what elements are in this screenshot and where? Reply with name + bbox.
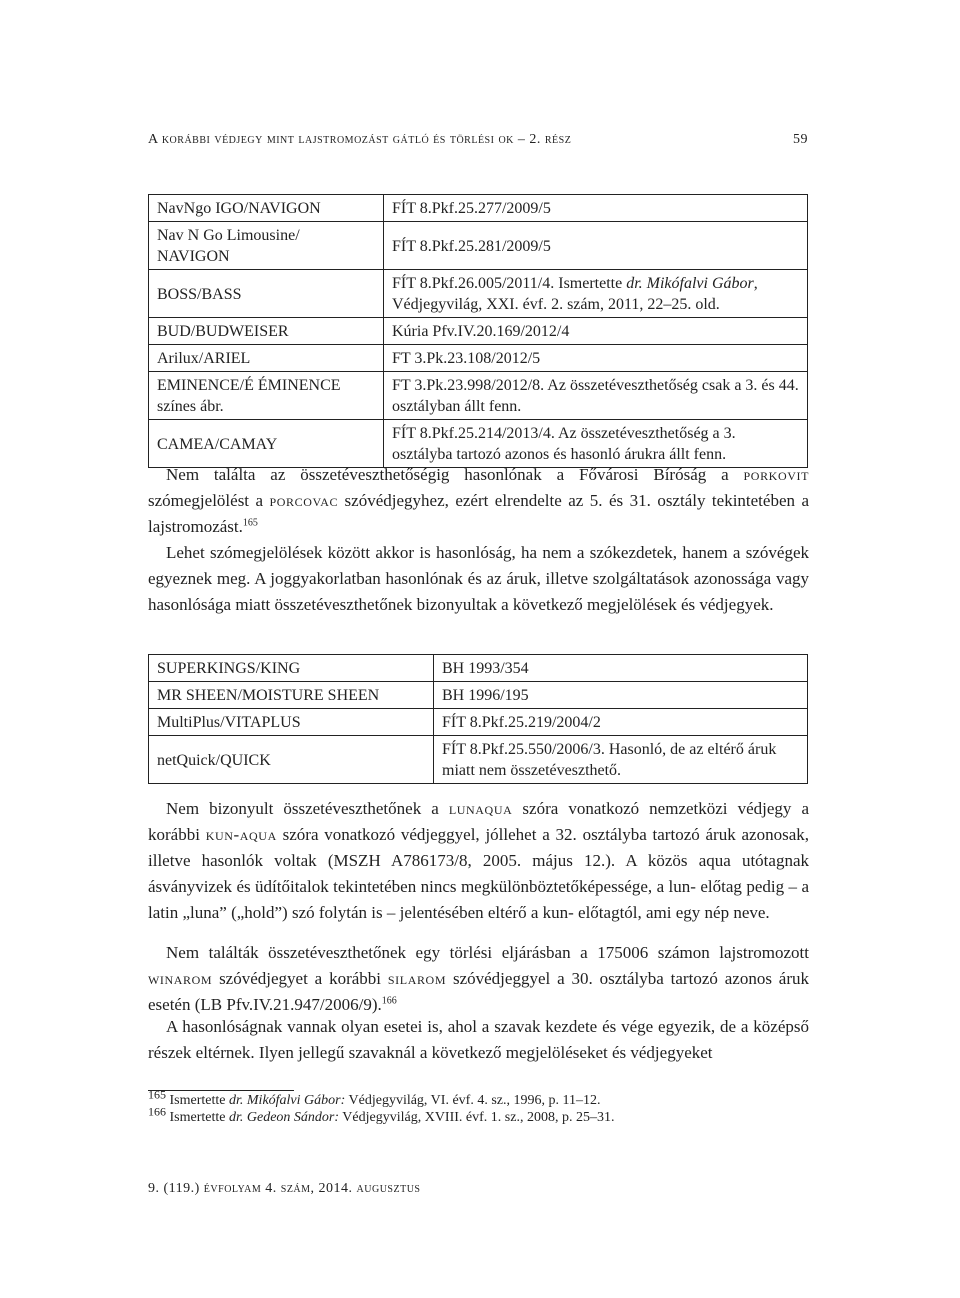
ref-cell: BH 1993/354: [434, 655, 808, 682]
footnote-number: 165: [148, 1087, 166, 1102]
ref-cell: FÍT 8.Pkf.25.550/2006/3. Hasonló, de az eltérő áruk miatt nem összetéveszthető.: [434, 736, 808, 784]
footnote-author: Gedeon Sándor:: [243, 1110, 340, 1125]
footnote-source: Védjegyvilág, XVIII. évf. 1. sz., 2008, p. 25–31.: [339, 1110, 615, 1125]
table-row: [149, 682, 808, 709]
para3-text-2: szóra vonatkozó nemzetközi védjegy a korábbi: [148, 799, 809, 844]
paragraph-4: [148, 940, 809, 1018]
ref-cell: FÍT 8.Pkf.25.281/2009/5: [384, 222, 808, 270]
paragraph-2: Lehet szómegjelölések között akkor is hasonlóság, ha nem a szókezdetek, hanem a szóvégek egyeznek meg. A joggyakorlatban hasonlónak és az áruk, illetve szolgáltatások azonossága vagy hasonlósága miatt összetéveszthetőnek bizonyultak a következő megjelölések és védjegyek.: [148, 543, 809, 614]
ref-cell: FÍT 8.Pkf.25.214/2013/4. Az összetéveszthetőség a 3. osztályba tartozó azonos és hasonló árukra állt fenn.: [384, 420, 808, 468]
footnote-author: Mikófalvi Gábor:: [243, 1093, 346, 1108]
trademark-kun-aqua: kun-aqua: [205, 825, 277, 844]
table-row: [149, 709, 808, 736]
para1-text-2: szómegjelölést a: [148, 491, 270, 510]
trademark-silarom: silarom: [387, 969, 447, 988]
ref-dr: dr.: [626, 275, 643, 292]
page-number: 59: [793, 132, 808, 147]
mark-cell: MR SHEEN/MOISTURE SHEEN: [149, 682, 434, 709]
paragraph-5: A hasonlóságnak vannak olyan esetei is, ahol a szavak kezdete és vége egyezik, de a középső részek eltérnek. Ilyen jellegű szavaknál a következő megjelöléseket és védjegyeket: [148, 1017, 809, 1062]
footnote-ref-166[interactable]: 166: [381, 995, 397, 1007]
table-row: [149, 420, 808, 468]
ref-cell: BH 1996/195: [434, 682, 808, 709]
footnote-source: Védjegyvilág, VI. évf. 4. sz., 1996, p. 11–12.: [345, 1093, 601, 1108]
paragraph-3: [148, 796, 809, 926]
table-row: [149, 222, 808, 270]
mark-cell: BOSS/BASS: [149, 270, 384, 318]
table-row: [149, 345, 808, 372]
running-header: [148, 132, 808, 148]
trademark-winarom: winarom: [148, 969, 213, 988]
para4-text-2: szóvédjegyet a korábbi: [212, 969, 388, 988]
footnote-165: [148, 1087, 809, 1109]
trademark-lunaqua: lunaqua: [448, 799, 513, 818]
footnote-dr: dr.: [228, 1110, 244, 1125]
mark-cell: BUD/BUDWEISER: [149, 318, 384, 345]
mark-cell: [149, 372, 384, 420]
table-row: [149, 372, 808, 420]
trademark-table-2: [148, 654, 808, 784]
ref-cell: Kúria Pfv.IV.20.169/2012/4: [384, 318, 808, 345]
footnote-dr: dr.: [228, 1093, 244, 1108]
table-row: [149, 270, 808, 318]
para4-text-3: szóvédjeggyel a 30. osztályba tartozó azonos áruk esetén (LB Pfv.IV.21.947/2006/9).: [148, 969, 810, 1014]
table-row: [149, 736, 808, 784]
para3-text-3: szóra vonatkozó védjeggyel, jóllehet a 32. osztályba tartozó áruk azonosak, illetve hasonlók voltak (MSZH A786173/8, 2005. május 12.). A közös aqua utótagnak ásványvizek és üdítőitalok tekintetében nincs megkülönböztetőképessége, a lun- előtag pedig – a latin „luna” („hold”) szó folytán is – jelentésében eltérő a kun- előtagtól, ami egy nép neve.: [148, 825, 809, 922]
trademark-porkovit: porkovit: [743, 465, 809, 484]
running-header-title: A korábbi védjegy mint lajstromozást gátló és törlési ok – 2. rész: [148, 132, 572, 147]
ref-cell: FT 3.Pk.23.108/2012/5: [384, 345, 808, 372]
table-row: [149, 318, 808, 345]
trademark-table-1: [148, 194, 808, 468]
footnote-divider: [148, 1090, 294, 1091]
mark-cell: Arilux/ARIEL: [149, 345, 384, 372]
trademark-porcovac: porcovac: [269, 491, 339, 510]
footnote-text: Ismertette: [166, 1110, 229, 1125]
ref-text: FÍT 8.Pkf.26.005/2011/4. Ismertette: [392, 275, 627, 292]
running-footer: 9. (119.) évfolyam 4. szám, 2014. augusztus: [148, 1181, 421, 1196]
mark-text: EMINENCE/É ÉMINENCE: [157, 377, 341, 394]
mark-note: színes ábr.: [157, 398, 224, 415]
ref-author: Mikófalvi Gábor: [646, 275, 754, 292]
mark-cell: CAMEA/CAMAY: [149, 420, 384, 468]
mark-cell: NavNgo IGO/NAVIGON: [149, 195, 384, 222]
mark-cell: Nav N Go Limousine/ NAVIGON: [149, 222, 384, 270]
ref-cell: FÍT 8.Pkf.25.219/2004/2: [434, 709, 808, 736]
para3-text-1: Nem bizonyult összetéveszthetőnek a: [166, 799, 449, 818]
footnote-text: Ismertette: [166, 1093, 229, 1108]
para1-text-3: szóvédjegyhez, ezért elrendelte az 5. és 31. osztály tekintetében a lajstromozást.: [148, 491, 809, 536]
ref-text-2: , Védjegyvilág, XXI. évf. 2. szám, 2011, 22–25. old.: [392, 275, 758, 313]
ref-cell: FÍT 8.Pkf.25.277/2009/5: [384, 195, 808, 222]
mark-cell: netQuick/QUICK: [149, 736, 434, 784]
ref-cell: [384, 270, 808, 318]
ref-cell: FT 3.Pk.23.998/2012/8. Az összetéveszthetőség csak a 3. és 44. osztályban állt fenn.: [384, 372, 808, 420]
para4-text-1: Nem találták összetéveszthetőnek egy törlési eljárásban a 175006 számon lajstromozott: [166, 943, 809, 962]
paragraph-1: [148, 462, 809, 540]
footnote-number: 166: [148, 1104, 166, 1119]
mark-cell: MultiPlus/VITAPLUS: [149, 709, 434, 736]
para1-text-1: Nem találta az összetéveszthetőségig hasonlónak a Fővárosi Bíróság a: [166, 465, 744, 484]
table-row: [149, 655, 808, 682]
mark-cell: SUPERKINGS/KING: [149, 655, 434, 682]
footnote-166: [148, 1104, 809, 1126]
table-row: [149, 195, 808, 222]
footnote-ref-165[interactable]: 165: [242, 517, 258, 529]
